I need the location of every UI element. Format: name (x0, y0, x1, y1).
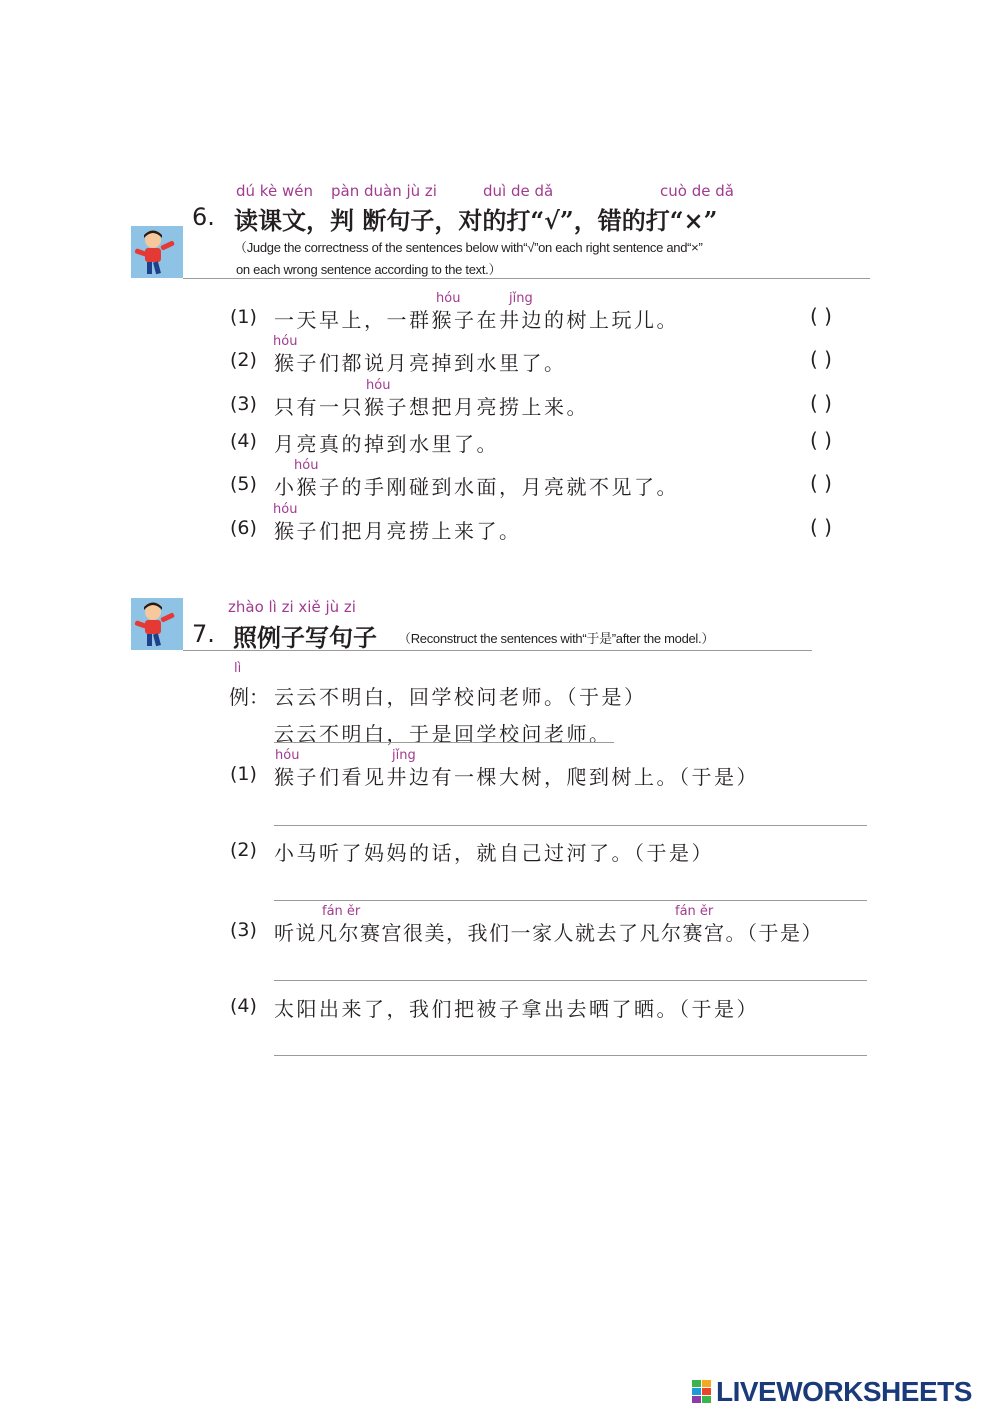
example-label: 例： (229, 685, 269, 709)
item-number: (6) (230, 517, 257, 539)
liveworksheets-logo-icon (692, 1380, 712, 1404)
pinyin-fan-er: fán ěr (675, 904, 714, 919)
judgement-sentence: 猴子们把月亮捞上来了。 (274, 519, 522, 543)
section-7-title: 照例子写句子 (233, 623, 377, 652)
pinyin-hou: hóu (366, 378, 391, 393)
pinyin-hou: hóu (275, 748, 300, 763)
pinyin-jing: jǐng (509, 291, 533, 306)
pinyin-pan-duan-ju-zi: pàn duàn jù zi (331, 182, 437, 200)
pinyin-cuo-de-da: cuò de dǎ (660, 182, 734, 200)
rewrite-sentence: 太阳出来了，我们把被子拿出去晒了晒。（于是） (274, 997, 759, 1021)
kid-icon (131, 598, 183, 650)
example-answer-underline (274, 742, 614, 743)
judgement-sentence: 一天早上，一群猴子在井边的树上玩儿。 (274, 308, 679, 332)
item-number: (4) (230, 995, 257, 1017)
pinyin-jing: jǐng (392, 748, 416, 763)
section-6-english-line2: on each wrong sentence according to the text.） (236, 262, 502, 277)
answer-parentheses[interactable]: ( ) (810, 428, 832, 452)
section-6-number: 6. (192, 203, 215, 231)
answer-line[interactable] (274, 980, 867, 981)
pinyin-hou: hóu (273, 334, 298, 349)
section-7-number: 7. (192, 620, 215, 648)
item-number: (2) (230, 839, 257, 861)
answer-parentheses[interactable]: ( ) (810, 471, 832, 495)
pinyin-fan-er: fán ěr (322, 904, 361, 919)
judgement-sentence: 只有一只猴子想把月亮捞上来。 (274, 395, 589, 419)
judgement-sentence: 月亮真的掉到水里了。 (274, 432, 499, 456)
item-number: (5) (230, 473, 257, 495)
pinyin-zhao-li-zi-xie-ju-zi: zhào lì zi xiě jù zi (228, 598, 356, 616)
example-question: 云云不明白，回学校问老师。（于是） (274, 685, 647, 709)
rewrite-sentence: 小马听了妈妈的话，就自己过河了。（于是） (274, 841, 714, 865)
pinyin-du-ke-wen: dú kè wén (236, 182, 313, 200)
item-number: (3) (230, 919, 257, 941)
judgement-sentence: 猴子们都说月亮掉到水里了。 (274, 351, 567, 375)
item-number: (1) (230, 763, 257, 785)
item-number: (2) (230, 349, 257, 371)
section-7-english: （Reconstruct the sentences with“于是”after the model.） (398, 631, 715, 646)
pinyin-hou: hóu (436, 291, 461, 306)
answer-parentheses[interactable]: ( ) (810, 304, 832, 328)
judgement-sentence: 小猴子的手刚碰到水面，月亮就不见了。 (274, 475, 679, 499)
pinyin-hou: hóu (294, 458, 319, 473)
pinyin-li: lì (234, 661, 242, 676)
answer-parentheses[interactable]: ( ) (810, 391, 832, 415)
section-6-divider (183, 278, 870, 279)
rewrite-sentence: 听说凡尔赛宫很美，我们一家人就去了凡尔赛宫。（于是） (274, 921, 823, 945)
pinyin-hou: hóu (273, 502, 298, 517)
answer-parentheses[interactable]: ( ) (810, 515, 832, 539)
kid-icon (131, 226, 183, 278)
item-number: (4) (230, 430, 257, 452)
section-6-title: 读课文，判 断句子，对的打“√”，错的打“×” (234, 206, 718, 235)
item-number: (3) (230, 393, 257, 415)
section-7-divider (183, 650, 812, 651)
rewrite-sentence: 猴子们看见井边有一棵大树，爬到树上。（于是） (274, 765, 759, 789)
answer-line[interactable] (274, 900, 867, 901)
answer-parentheses[interactable]: ( ) (810, 347, 832, 371)
answer-line[interactable] (274, 825, 867, 826)
answer-line[interactable] (274, 1055, 867, 1056)
item-number: (1) (230, 306, 257, 328)
brand-wordmark: LIVEWORKSHEETS (716, 1376, 972, 1407)
section-6-english-line1: （Judge the correctness of the sentences below with“√”on each right sentence and“×” (234, 240, 703, 255)
pinyin-dui-de-da: duì de dǎ (483, 182, 554, 200)
example-answer: 云云不明白，于是回学校问老师。 (274, 722, 612, 746)
